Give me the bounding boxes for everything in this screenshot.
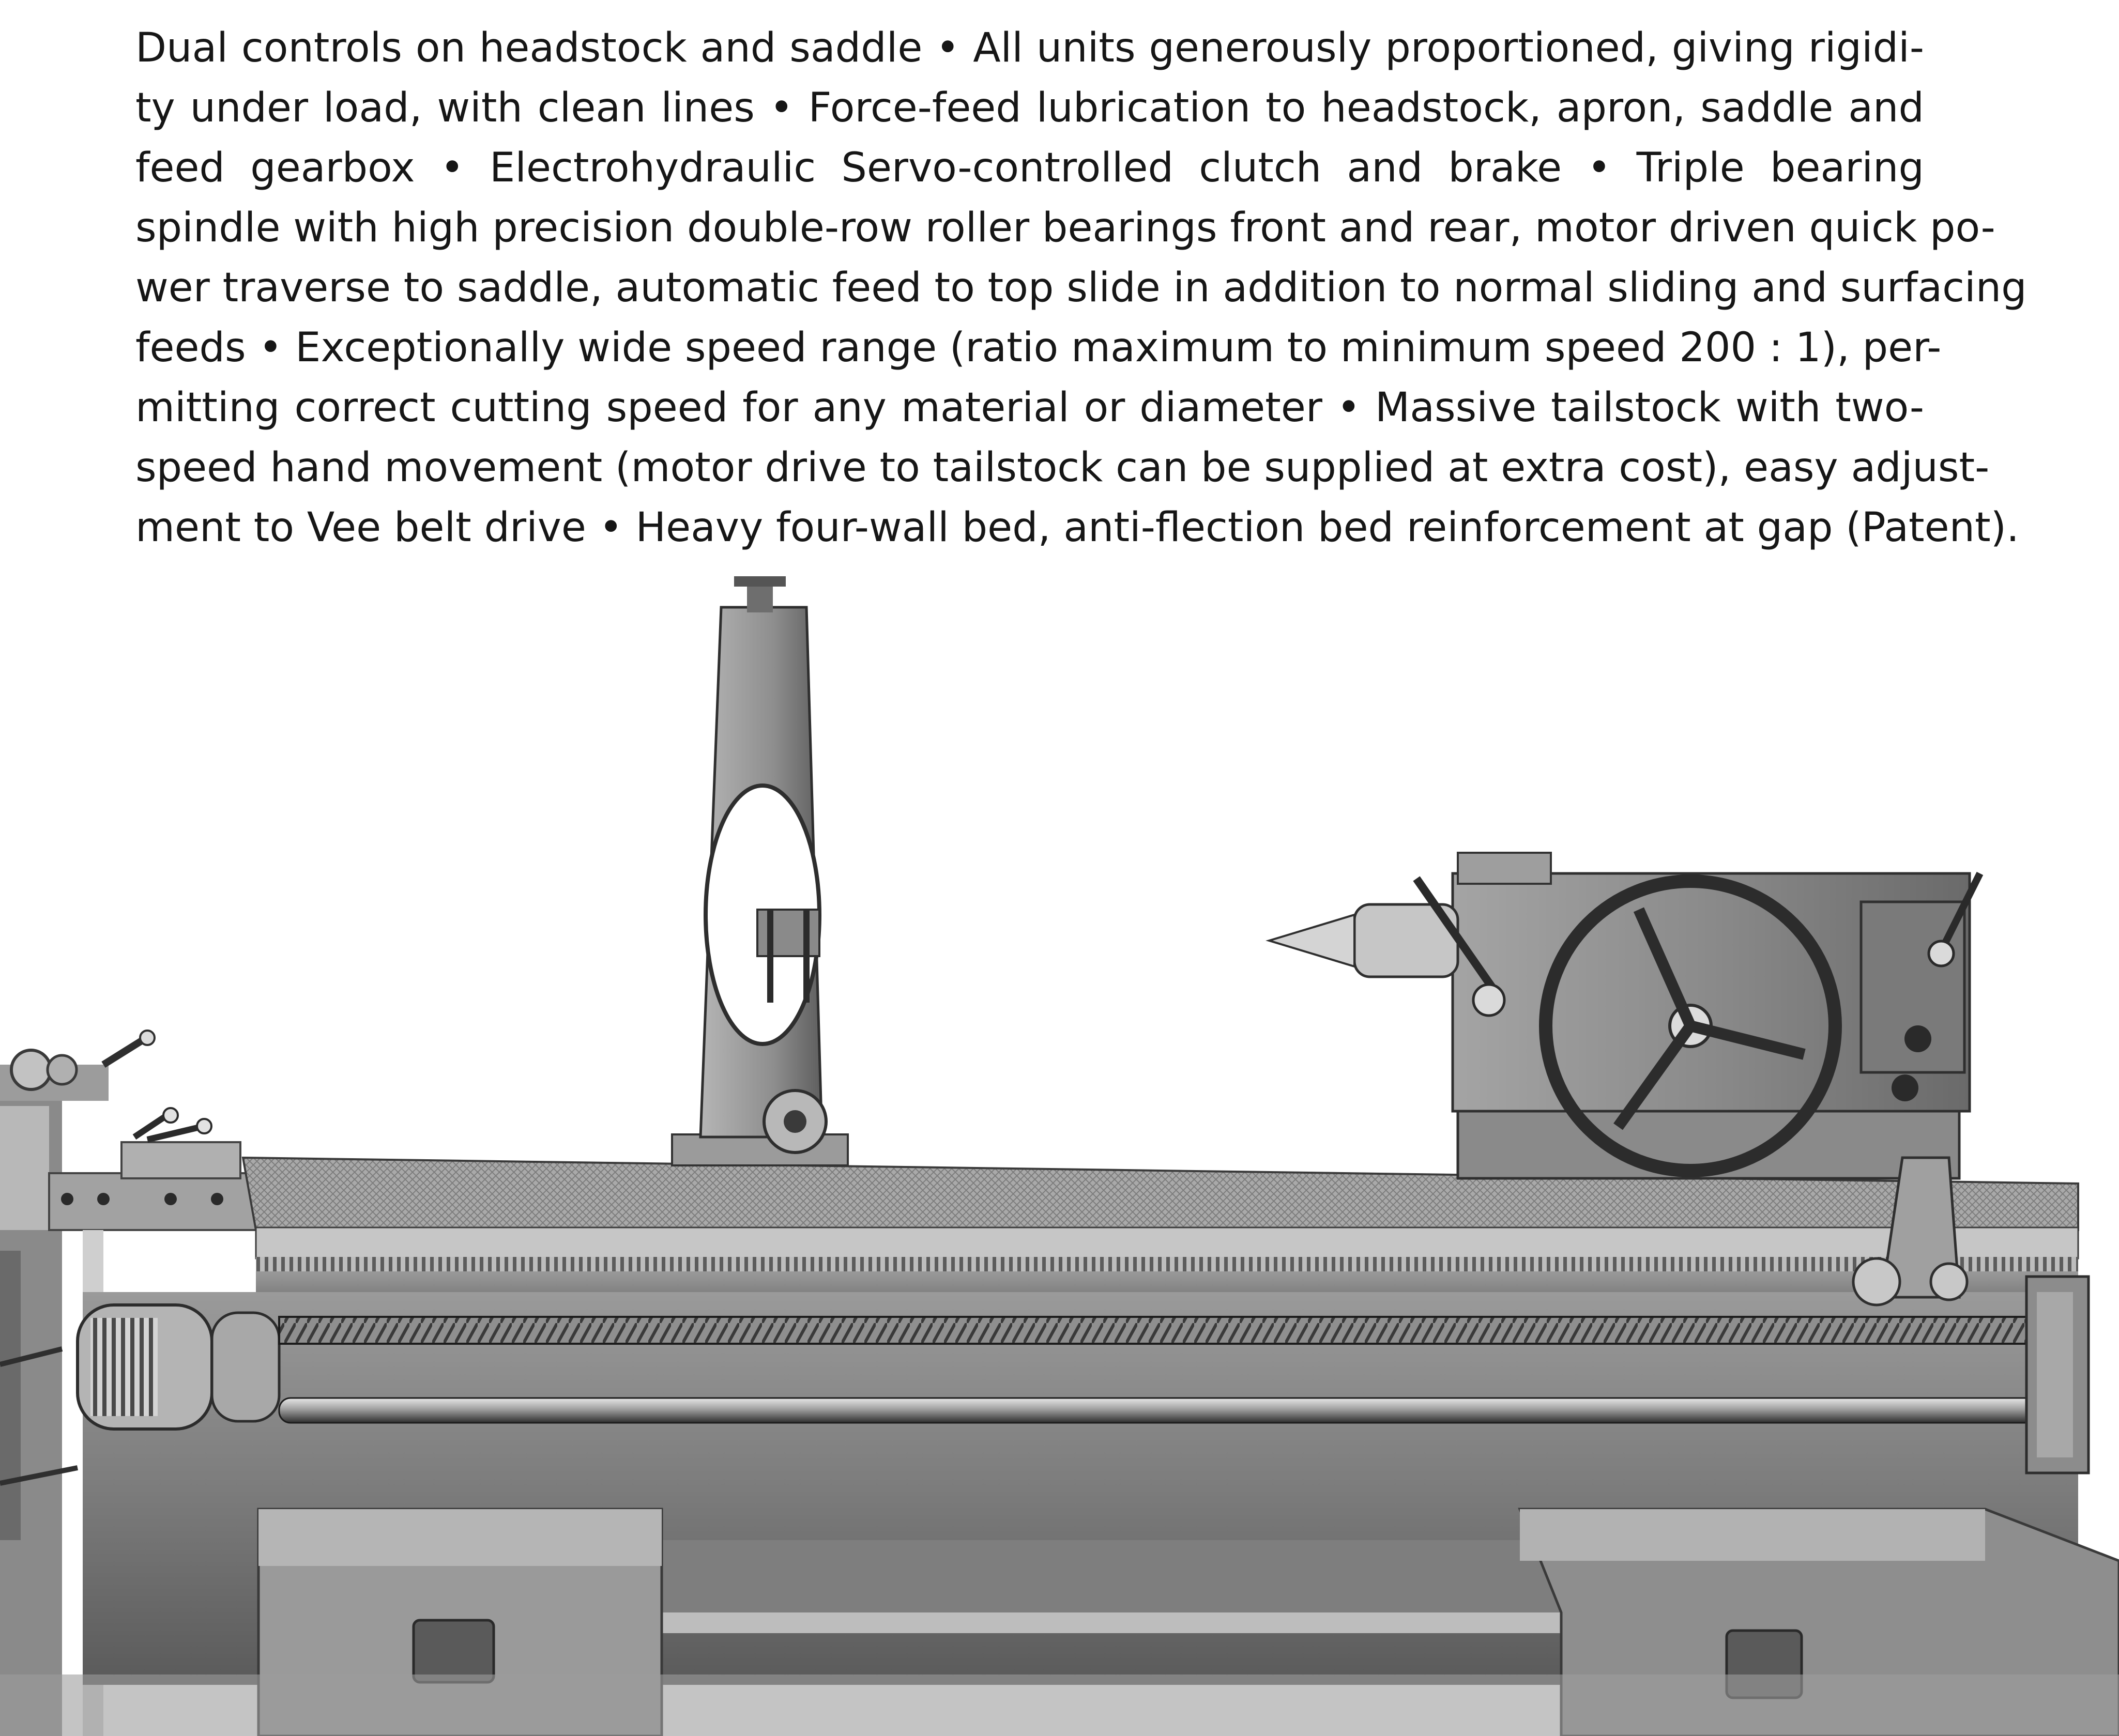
paragraph-line-7: mitting correct cutting speed for any material or diameter • Massive tailstock with two- xyxy=(135,385,1924,431)
paragraph-line-9: ment to Vee belt drive • Heavy four-wall bed, anti-flection bed reinforcement at gap (Patent). xyxy=(135,504,2019,551)
feature-paragraph xyxy=(135,18,2027,556)
lathe-photograph xyxy=(0,556,2119,1736)
paragraph-line-1: Dual controls on headstock and saddle • All units generously proportioned, giving rigidi- xyxy=(135,25,1924,71)
paragraph-line-4: spindle with high precision double-row roller bearings front and rear, motor driven quick po- xyxy=(135,205,1995,251)
steady-rest xyxy=(672,576,848,1165)
bed-base xyxy=(0,1509,2119,1736)
paragraph-line-2: ty under load, with clean lines • Force-feed lubrication to headstock, apron, saddle and xyxy=(135,85,1924,131)
tailstock xyxy=(1269,853,1980,1178)
paragraph-line-8: speed hand movement (motor drive to tailstock can be supplied at extra cost), easy adjust- xyxy=(135,444,1990,491)
paragraph-line-5: wer traverse to saddle, automatic feed to top slide in addition to normal sliding and surfacing xyxy=(135,265,2027,311)
paragraph-line-6: feeds • Exceptionally wide speed range (ratio maximum to minimum speed 200 : 1), per- xyxy=(135,325,1942,371)
paragraph-line-3: feed gearbox • Electrohydraulic Servo-controlled clutch and brake • Triple bearing xyxy=(135,145,1924,191)
